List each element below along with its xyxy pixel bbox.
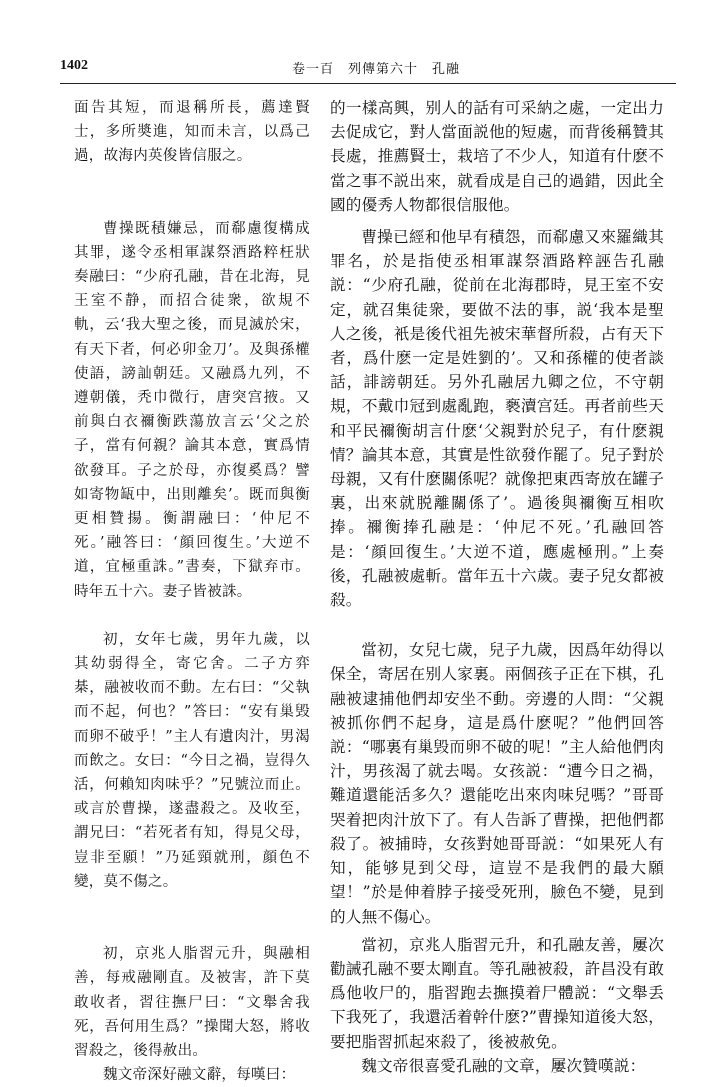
classical-paragraph: 面告其短，而退稱所長，薦達賢士，多所奬進，知而未言，以爲己過，故海内英俊皆信服之。 [74,100,310,165]
translation-paragraph: 的一樣高興，别人的話有可采納之處，一定出力去促成它，對人當面説他的短處，而背後稱贊其長處，推薦賢士，栽培了不少人，知道有什麽不當之事不説出來，就看成是自己的過錯，因此全國的優秀人物都很信服他。 [330,99,664,214]
translation-paragraph: 曹操已經和他早有積怨，而郗慮又來羅織其罪名，於是指使丞相軍謀祭酒路粹誣告孔融説：“少府孔融，從前在北海郡時，見王室不安定，就召集徒衆，要做不法的事，説‘我本是聖人之後，衹是後代祖先被宋華督所殺，占有天下者，爲什麽一定是姓劉的’。又和孫權的使者談話，誹謗朝廷。另外孔融居九卿之位，不守朝規，不戴巾冠到處亂跑，褻瀆宫廷。再者前些天和平民禰衡胡言什麽‘父親對於兒子，有什麽親情？論其本意，其實是性欲發作罷了。兒子對於母親，又有什麽關係呢？就像把東西寄放在罐子裏，出來就脱離關係了’。過後與禰衡互相吹捧。禰衡捧孔融是：‘仲尼不死。’孔融回答是：‘顔回復生。’大逆不道，應處極刑。”上奏後，孔融被處斬。當年五十六歲。妻子兒女都被殺。 [330,228,664,610]
classical-paragraph: 魏文帝深好融文辭，每嘆曰： [103,1067,296,1084]
translation-paragraph: 魏文帝很喜愛孔融的文章，屢次贊嘆説： [361,1056,646,1075]
running-header [60,58,670,80]
translation-paragraph: 當初，京兆人脂習元升，和孔融友善，屢次勸誡孔融不要太剛直。等孔融被殺，許昌没有敢爲他收尸的，脂習跑去撫摸着尸體説：“文舉丢下我死了，我還活着幹什麽?”曹操知道後大怒，要把脂習抓起來殺了，後被赦免。 [330,935,664,1051]
page-number: 1402 [60,58,88,73]
classical-text-column [74,96,310,1087]
classical-paragraph: 初，京兆人脂習元升，與融相善，每戒融剛直。及被害，許下莫敢收者，習往撫尸曰：“文舉舍我死，吾何用生爲？”操聞大怒，將收習殺之，後得赦出。 [74,946,310,1059]
classical-paragraph: 曹操既積嫌忌，而郗慮復構成其罪，遂令丞相軍謀祭酒路粹枉狀奏融曰：“少府孔融，昔在北海，見王室不静，而招合徒衆，欲規不軌，云‘我大聖之後，而見滅於宋，有天下者，何必卯金刀’。及與孫權使語，謗訕朝廷。又融爲九列，不遵朝儀，秃巾微行，唐突宫掖。又前與白衣禰衡跌蕩放言云‘父之於子，當有何親？論其本意，實爲情欲發耳。子之於母，亦復奚爲？譬如寄物缻中，出則離矣’。既而與衡更相贊揚。衡謂融曰：‘仲尼不死。’融答曰：‘顔回復生。’大逆不道，宜極重誅。”書奏，下獄弃市。時年五十六。妻子皆被誅。 [74,220,310,600]
classical-paragraph: 初，女年七歲，男年九歲，以其幼弱得全，寄它舍。二子方弈棊，融被收而不動。左右曰：“父執而不起，何也？”答曰：“安有巢毁而卵不破乎！”主人有遺肉汁，男渴而飲之。女曰：“今日之禍，豈得久活，何賴知肉味乎？”兄號泣而止。或言於曹操，遂盡殺之。及收至，謂兄曰：“若死者有知，得見父母，豈非至願！”乃延頸就刑，顔色不變，莫不傷之。 [74,631,310,890]
running-title: 卷一百 列傳第六十 孔融 [292,62,461,77]
header-rule [60,83,676,84]
translation-paragraph: 當初，女兒七歲，兒子九歲，因爲年幼得以保全，寄居在别人家裏。兩個孩子正在下棋，孔融被逮捕他們却安坐不動。旁邊的人問：“父親被抓你們不起身，這是爲什麽呢？”他們回答説：“哪裏有巢毁而卵不破的呢！”主人給他們肉汁，男孩渴了就去喝。女孩説：“遭今日之禍，難道還能活多久？還能吃出來肉味兒嗎？”哥哥哭着把肉汁放下了。有人告訴了曹操，把他們都殺了。被捕時，女孩對她哥哥説：“如果死人有知，能够見到父母，這豈不是我們的最大願望！”於是伸着脖子接受死刑，臉色不變，見到的人無不傷心。 [330,641,664,926]
translation-text-column [330,96,664,1078]
